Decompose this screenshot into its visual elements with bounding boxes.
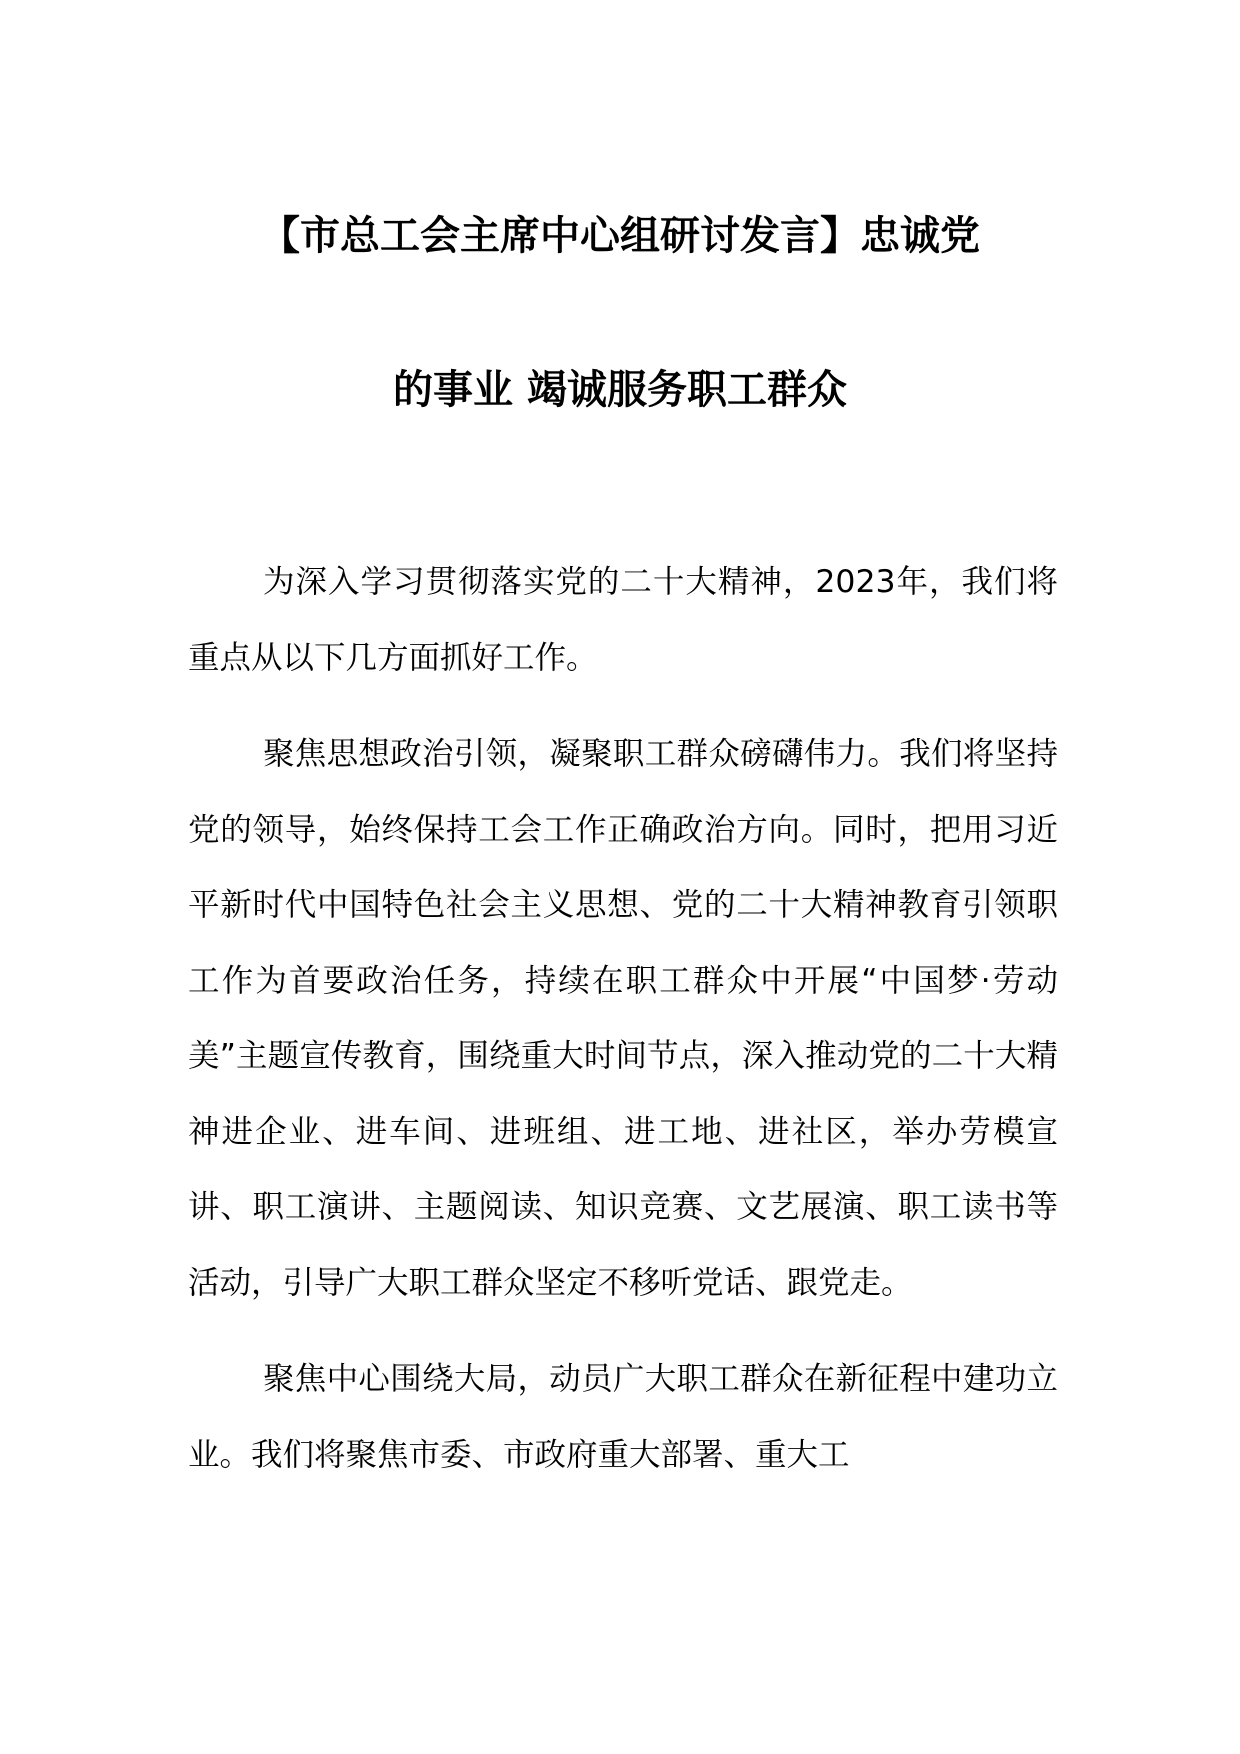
paragraph-central-work <box>188 1342 1058 1493</box>
paragraph-lead: 聚焦中心围绕大局，动员广大职工群众在新征程中建功立业。 <box>188 1361 1058 1473</box>
paragraph-ideological-guidance <box>188 717 1058 1321</box>
paragraph-text: 我们将聚焦市委、市政府重大部署、重大工 <box>251 1436 850 1473</box>
document-title-line-1: 【市总工会主席中心组研讨发言】忠诚党 <box>260 213 980 259</box>
paragraph-text: 为深入学习贯彻落实党的二十大精神，2023年，我们将重点从以下几方面抓好工作。 <box>188 564 1058 676</box>
document-title-line-2: 的事业 竭诚服务职工群众 <box>393 367 847 413</box>
document-body <box>188 545 1058 1514</box>
paragraph-intro <box>188 545 1058 696</box>
paragraph-text: 我们将坚持党的领导，始终保持工会工作正确政治方向。同时，把用习近平新时代中国特色社会主义思想、党的二十大精神教育引领职工作为首要政治任务，持续在职工群众中开展“中国梦·劳动美”主题宣传教育，围绕重大时间节点，深入推动党的二十大精神进企业、进车间、进班组、进工地、进社区，举办劳模宣讲、职工演讲、主题阅读、知识竞赛、文艺展演、职工读书等活动，引导广大职工群众坚定不移听党话、跟党走。 <box>188 736 1058 1301</box>
paragraph-lead: 聚焦思想政治引领，凝聚职工群众磅礴伟力。 <box>263 736 900 772</box>
